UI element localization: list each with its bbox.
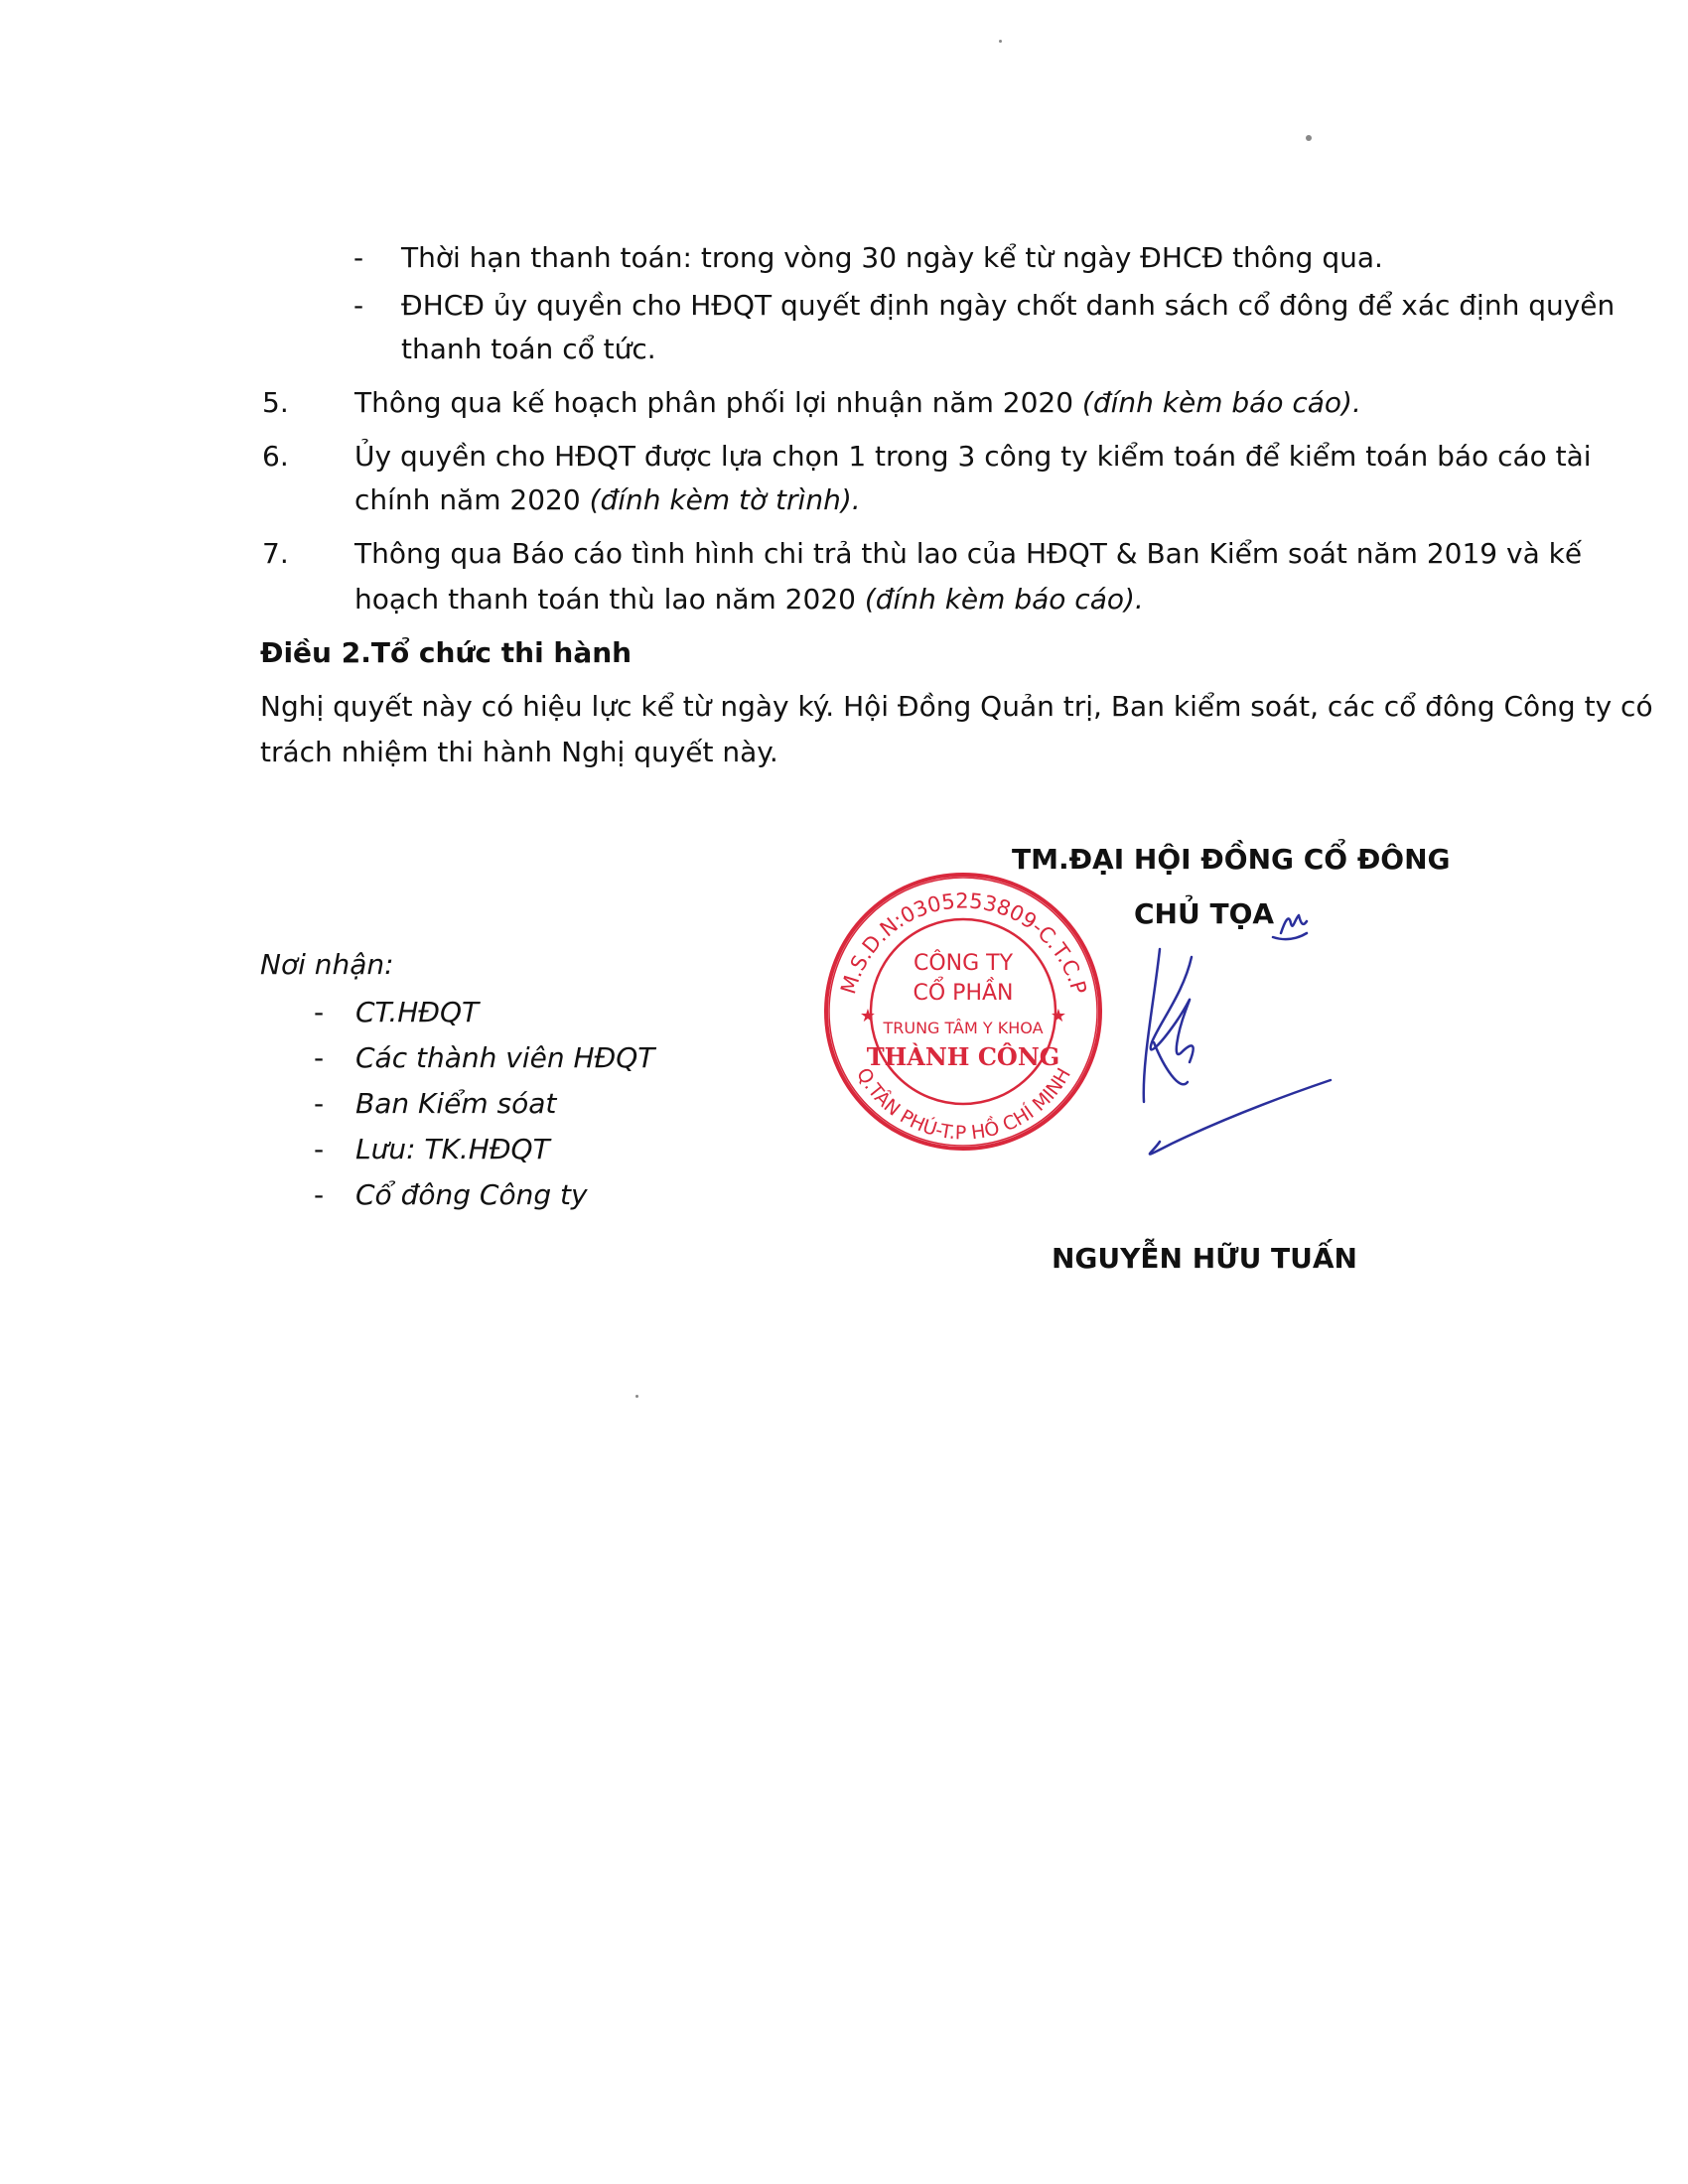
recipient-dash: - [314,1087,325,1120]
recipients-label: Nơi nhận: [260,948,394,981]
scan-speck [999,40,1002,43]
star-icon: ★ [859,1006,877,1026]
signature-title: TM.ĐẠI HỘI ĐỒNG CỔ ĐÔNG [1012,843,1451,876]
item-number: 5. [262,386,289,419]
stamp-line-3: TRUNG TÂM Y KHOA [883,1019,1044,1037]
recipient-item: Cổ đông Công ty [355,1178,588,1211]
article-2-heading: Điều 2.Tổ chức thi hành [260,636,633,669]
signature-role: CHỦ TỌA [1134,897,1275,930]
recipient-dash: - [314,1133,325,1165]
bullet-marker: - [353,289,364,322]
stamp-line-2: CỔ PHẦN [913,981,1014,1006]
bullet-authorize-line2: thanh toán cổ tức. [401,333,656,365]
star-icon: ★ [1050,1006,1067,1026]
stamp-line-1: CÔNG TY [913,951,1014,976]
item-6-line1: Ủy quyền cho HĐQT được lựa chọn 1 trong 3 công ty kiểm toán để kiểm toán báo cáo tài [354,440,1592,473]
recipient-dash: - [314,1178,325,1211]
recipient-dash: - [314,1041,325,1074]
recipient-dash: - [314,996,325,1028]
recipient-item: Các thành viên HĐQT [355,1041,655,1074]
recipient-item: CT.HĐQT [355,996,480,1028]
recipient-item: Ban Kiểm sóat [355,1087,557,1120]
scan-speck [1306,135,1312,141]
stamp-ring-bottom: Q.TÂN PHÚ-T.P HỒ CHÍ MINH [852,1064,1075,1145]
item-7-line1: Thông qua Báo cáo tình hình chi trả thù lao của HĐQT & Ban Kiểm soát năm 2019 và kế [354,537,1583,570]
stamp-ring-text: M.S.D.N:0305253809-C.T.C.P [836,888,1091,998]
item-6-line2: chính năm 2020 (đính kèm tờ trình). [354,483,861,516]
recipient-item: Lưu: TK.HĐQT [355,1133,550,1165]
article-2-line2: trách nhiệm thi hành Nghị quyết này. [260,736,778,768]
item-5-text: Thông qua kế hoạch phân phối lợi nhuận năm 2020 (đính kèm báo cáo). [354,386,1361,419]
handwritten-signature [1043,893,1340,1171]
article-2-line1: Nghị quyết này có hiệu lực kể từ ngày ký. Hội Đồng Quản trị, Ban kiểm soát, các cổ đông Công ty có [260,690,1653,723]
bullet-payment-deadline: Thời hạn thanh toán: trong vòng 30 ngày kể từ ngày ĐHCĐ thông qua. [401,241,1383,274]
item-number: 6. [262,440,289,473]
stamp-line-4: THÀNH CÔNG [866,1042,1060,1071]
scan-speck [635,1395,638,1398]
item-7-line2: hoạch thanh toán thù lao năm 2020 (đính kèm báo cáo). [354,583,1144,615]
signer-name: NGUYỄN HỮU TUẤN [1052,1242,1357,1275]
bullet-authorize-line1: ĐHCĐ ủy quyền cho HĐQT quyết định ngày chốt danh sách cổ đông để xác định quyền [401,289,1616,322]
bullet-marker: - [353,241,364,274]
item-number: 7. [262,537,289,570]
